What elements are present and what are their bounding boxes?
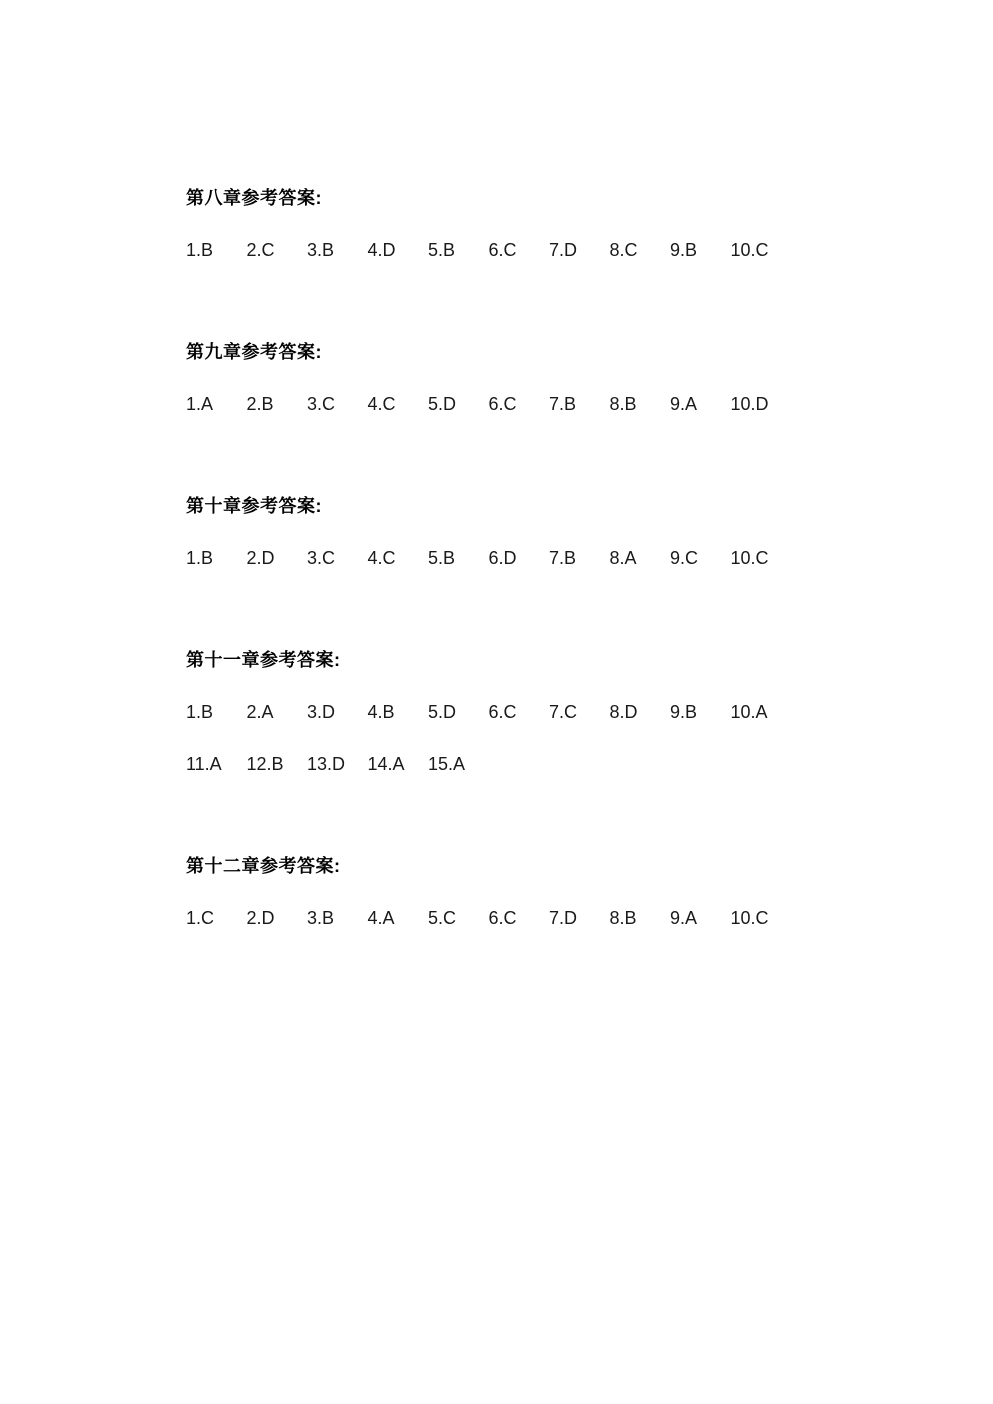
answer-item: 4.D: [367, 240, 396, 260]
answer-item: 5.D: [428, 702, 457, 722]
answer-item: 7.D: [549, 240, 578, 260]
answer-item: 7.D: [549, 908, 578, 928]
answer-item: 4.B: [367, 702, 395, 722]
answer-item: 2.B: [246, 394, 274, 414]
answer-item: 9.B: [670, 702, 698, 722]
section-heading: 第九章参考答案:: [186, 342, 322, 362]
answer-item: 3.C: [307, 548, 336, 568]
answer-item: 8.C: [609, 240, 638, 260]
answer-item: 8.A: [609, 548, 637, 568]
answer-section-chapter-10: [186, 496, 953, 568]
answer-item: 7.B: [549, 394, 577, 414]
answer-row: [186, 394, 953, 414]
answer-item: 7.B: [549, 548, 577, 568]
answer-item: 15.A: [428, 754, 466, 774]
answer-row: [186, 702, 953, 722]
answer-item: 2.C: [246, 240, 275, 260]
answer-item: 1.B: [186, 240, 214, 260]
answer-section-chapter-9: [186, 342, 953, 414]
answer-item: 14.A: [367, 754, 405, 774]
answer-item: 11.A: [186, 754, 222, 774]
answer-item: 3.B: [307, 908, 335, 928]
answer-item: 10.C: [730, 548, 769, 568]
section-heading: 第十一章参考答案:: [186, 650, 341, 670]
answer-item: 1.A: [186, 394, 214, 414]
answer-item: 9.C: [670, 548, 699, 568]
answer-item: 5.B: [428, 548, 456, 568]
answer-item: 9.A: [670, 908, 698, 928]
answer-item: 4.C: [367, 548, 396, 568]
answer-item: 3.D: [307, 702, 336, 722]
answer-item: 3.C: [307, 394, 336, 414]
answer-item: 10.A: [730, 702, 768, 722]
answer-row: [186, 908, 953, 928]
section-heading: 第十二章参考答案:: [186, 856, 341, 876]
answer-item: 1.C: [186, 908, 215, 928]
answer-item: 10.C: [730, 908, 769, 928]
answer-item: 7.C: [549, 702, 578, 722]
answer-item: 4.C: [367, 394, 396, 414]
answer-item: 1.B: [186, 702, 214, 722]
answer-section-chapter-12: [186, 856, 953, 928]
answer-item: 9.B: [670, 240, 698, 260]
answer-item: 9.A: [670, 394, 698, 414]
section-heading: 第八章参考答案:: [186, 188, 322, 208]
answer-item: 2.A: [246, 702, 274, 722]
answer-section-chapter-8: [186, 188, 953, 260]
answer-item: 13.D: [307, 754, 346, 774]
answer-item: 10.D: [730, 394, 769, 414]
answer-item: 10.C: [730, 240, 769, 260]
answer-item: 6.D: [488, 548, 517, 568]
answer-item: 5.B: [428, 240, 456, 260]
answer-item: 2.D: [246, 548, 275, 568]
answer-item: 3.B: [307, 240, 335, 260]
answer-item: 2.D: [246, 908, 275, 928]
answer-item: 6.C: [488, 240, 517, 260]
answer-item: 8.B: [609, 394, 637, 414]
answer-item: 6.C: [488, 394, 517, 414]
answer-item: 8.D: [609, 702, 638, 722]
answer-item: 5.D: [428, 394, 457, 414]
answer-item: 5.C: [428, 908, 457, 928]
answer-item: 8.B: [609, 908, 637, 928]
answer-row: [186, 548, 953, 568]
answer-item: 6.C: [488, 908, 517, 928]
answer-item: 6.C: [488, 702, 517, 722]
answer-section-chapter-11: [186, 650, 953, 774]
section-heading: 第十章参考答案:: [186, 496, 322, 516]
answer-item: 12.B: [246, 754, 284, 774]
answer-row: [186, 754, 953, 774]
answer-row: [186, 240, 953, 260]
answer-item: 1.B: [186, 548, 214, 568]
answer-item: 4.A: [367, 908, 395, 928]
